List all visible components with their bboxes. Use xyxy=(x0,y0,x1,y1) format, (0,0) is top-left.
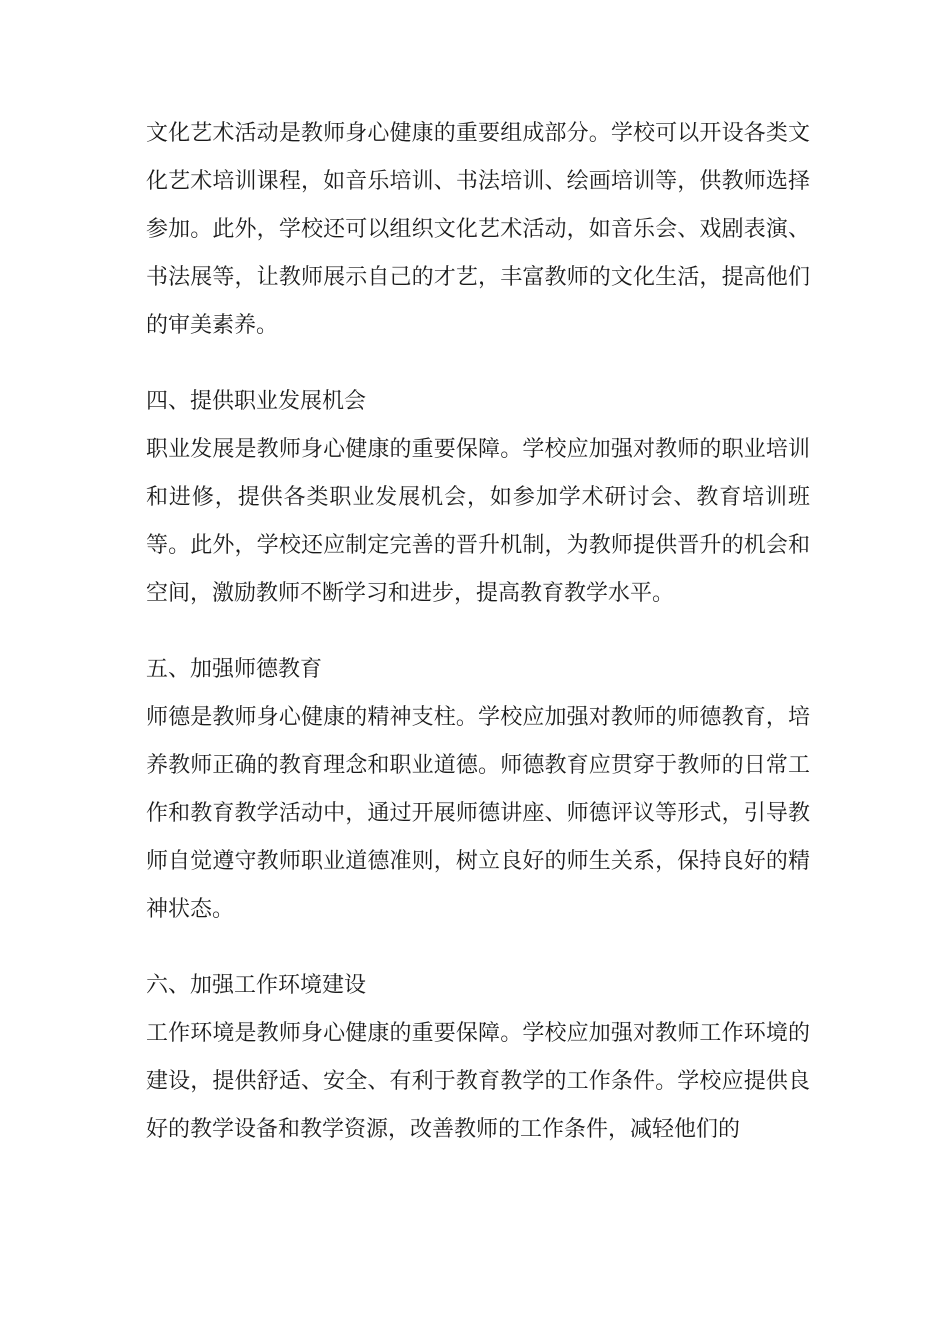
heading-career-development: 四、提供职业发展机会 xyxy=(146,389,367,414)
paragraph-career-development: 职业发展是教师身心健康的重要保障。学校应加强对教师的职业培训和进修，提供各类职业发展机会，如参加学术研讨会、教育培训班等。此外，学校还应制定完善的晋升机制，为教师提供晋升的机会和空间，激励教师不断学习和进步，提高教育教学水平。 xyxy=(146,437,810,606)
heading-teacher-ethics: 五、加强师德教育 xyxy=(146,657,323,682)
paragraph-teacher-ethics: 师德是教师身心健康的精神支柱。学校应加强对教师的师德教育，培养教师正确的教育理念和职业道德。师德教育应贯穿于教师的日常工作和教育教学活动中，通过开展师德讲座、师德评议等形式，引导教师自觉遵守教师职业道德准则，树立良好的师生关系，保持良好的精神状态。 xyxy=(146,705,810,922)
paragraph-arts-activities: 文化艺术活动是教师身心健康的重要组成部分。学校可以开设各类文化艺术培训课程，如音乐培训、书法培训、绘画培训等，供教师选择参加。此外，学校还可以组织文化艺术活动，如音乐会、戏剧表演、书法展等，让教师展示自己的才艺，丰富教师的文化生活，提高他们的审美素养。 xyxy=(146,121,810,338)
document-body xyxy=(146,110,810,1182)
heading-work-environment: 六、加强工作环境建设 xyxy=(146,973,367,998)
paragraph-work-environment: 工作环境是教师身心健康的重要保障。学校应加强对教师工作环境的建设，提供舒适、安全、有利于教育教学的工作条件。学校应提供良好的教学设备和教学资源，改善教师的工作条件，减轻他们的 xyxy=(146,1021,810,1142)
